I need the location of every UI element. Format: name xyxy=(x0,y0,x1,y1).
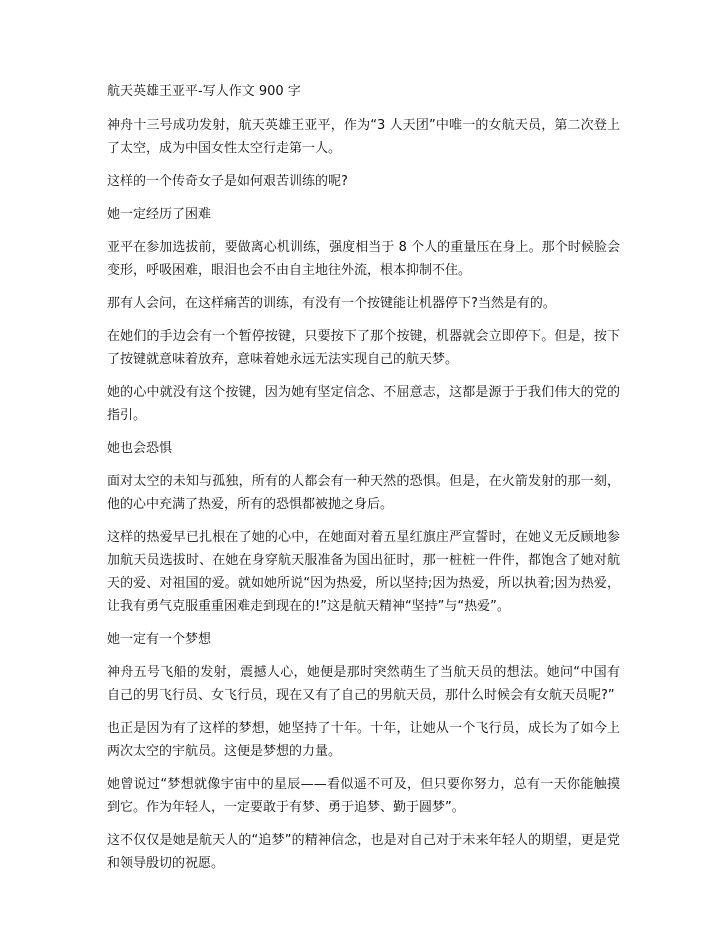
paragraph: 在她们的手边会有一个暂停按键，只要按下了那个按键，机器就会立即停下。但是，按下了按键就意味着放弃，意味着她永远无法实现自己的航天梦。 xyxy=(107,329,620,367)
paragraph: 她的心中就没有这个按键，因为她有坚定信念、不屈意志，这都是源于于我们伟大的党的指引。 xyxy=(107,385,620,423)
paragraph: 那有人会问，在这样痛苦的训练，有没有一个按键能让机器停下?当然是有的。 xyxy=(107,296,556,311)
paragraph: 神舟十三号成功发射，航天英雄王亚平，作为“3 人天团”中唯一的女航天员，第二次登上了太空，成为中国女性太空行走第一人。 xyxy=(107,118,620,156)
section-heading: 她也会恐惧 xyxy=(107,441,173,456)
paragraph: 这不仅仅是她是航天人的“追梦”的精神信念，也是对自己对于未来年轻人的期望，更是党和领导殷切的祝愿。 xyxy=(107,833,620,871)
paragraph: 神舟五号飞船的发射，震撼人心，她便是那时突然萌生了当航天员的想法。她问“中国有自己的男飞行员、女飞行员，现在又有了自己的男航天员，那什么时候会有女航天员呢?” xyxy=(107,665,620,703)
paragraph: 也正是因为有了这样的梦想，她坚持了十年。十年，让她从一个飞行员，成长为了如今上两次太空的宇航员。这便是梦想的力量。 xyxy=(107,721,620,759)
paragraph: 她曾说过“梦想就像宇宙中的星辰——看似遥不可及，但只要你努力，总有一天你能触摸到它。作为年轻人，一定要敢于有梦、勇于追梦、勤于圆梦”。 xyxy=(107,777,620,815)
paragraph: 这样的热爱早已扎根在了她的心中，在她面对着五星红旗庄严宣誓时，在她义无反顾地参加航天员选拔时、在她在身穿航天服准备为国出征时，那一桩桩一件件，都饱含了她对航天的爱、对祖国的爱。就如她所说“因为热爱，所以坚持;因为热爱，所以执着;因为热爱，让我有勇气克服重重困难走到现在的!”这是航天精神“坚持”与“热爱”。 xyxy=(107,530,620,614)
section-heading: 她一定有一个梦想 xyxy=(107,632,212,647)
paragraph: 面对太空的未知与孤独，所有的人都会有一种天然的恐惧。但是，在火箭发射的那一刻，他的心中充满了热爱，所有的恐惧都被抛之身后。 xyxy=(107,474,620,512)
paragraph: 这样的一个传奇女子是如何艰苦训练的呢? xyxy=(107,174,348,189)
document-title: 航天英雄王亚平-写人作文 900 字 xyxy=(107,84,301,99)
paragraph: 亚平在参加选拔前，要做离心机训练，强度相当于 8 个人的重量压在身上。那个时候脸会变形，呼吸困难，眼泪也会不由自主地往外流，根本抑制不住。 xyxy=(107,240,620,278)
section-heading: 她一定经历了困难 xyxy=(107,207,212,222)
